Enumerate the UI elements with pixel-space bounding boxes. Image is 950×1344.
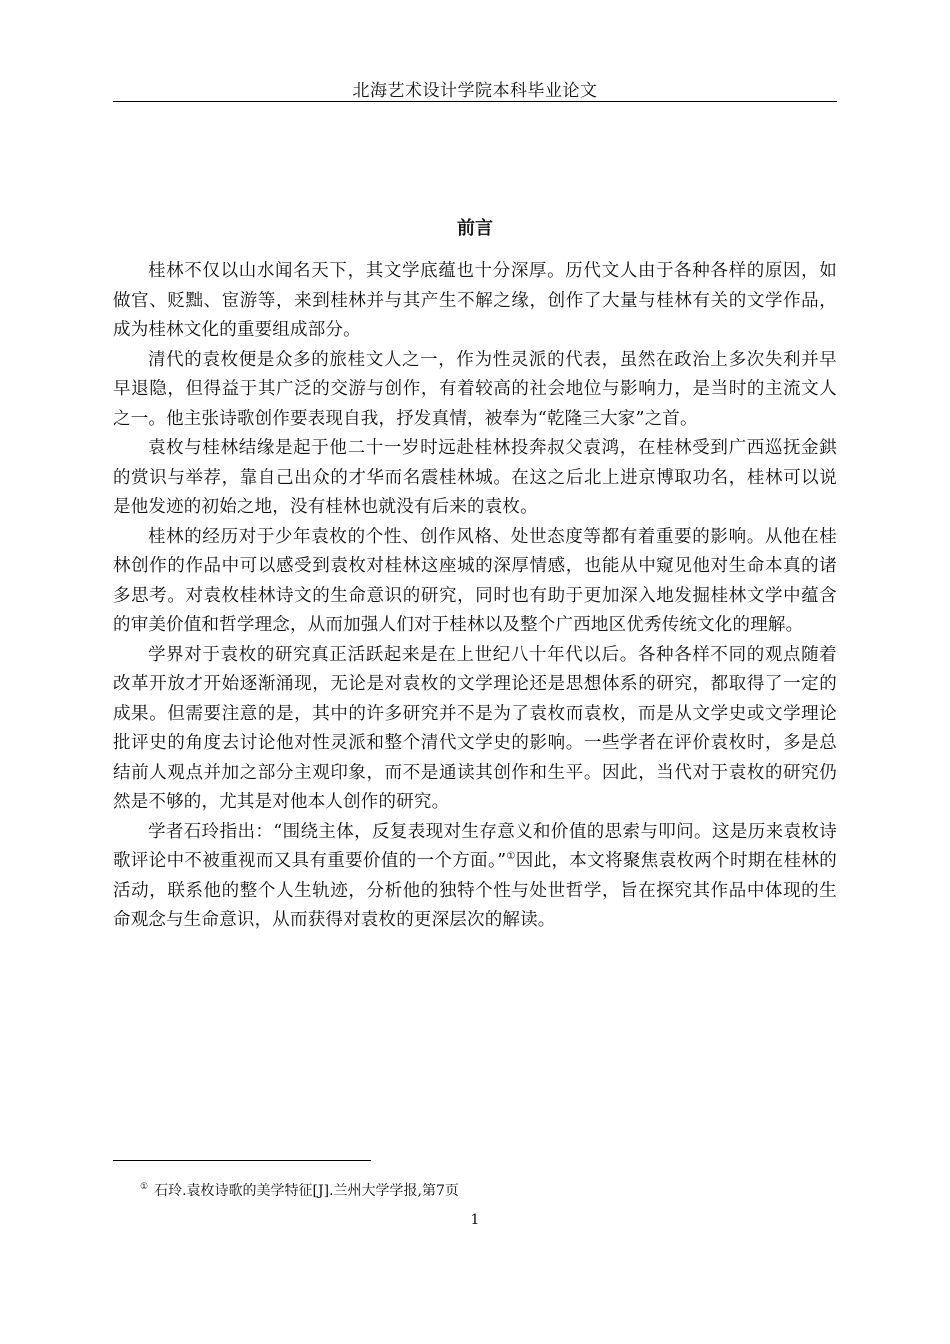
paragraph-continuation-text: 因此，本文将聚焦袁枚两个时期在桂林的活动，联系他的整个人生轨迹，分析他的独特个性与处世哲学，旨在探究其作品中体现的生命观念与生命意识，从而获得对袁枚的更深层次的解读。: [113, 851, 837, 930]
footnote-text: 石玲.袁枚诗歌的美学特征[J].兰州大学学报,第7页: [154, 1183, 459, 1199]
section-heading: 前言: [457, 218, 493, 239]
footnote-divider: [113, 1160, 371, 1161]
running-header-title: 北海艺术设计学院本科毕业论文: [352, 81, 598, 101]
footnote: [140, 1180, 459, 1200]
footnote-marker: ①: [140, 1182, 149, 1193]
header-divider: [113, 101, 837, 102]
footnote-reference-marker[interactable]: ①: [506, 851, 516, 863]
paragraph: 清代的袁枚便是众多的旅桂文人之一，作为性灵派的代表，虽然在政治上多次失利并早早退隐，但得益于其广泛的交游与创作，有着较高的社会地位与影响力，是当时的主流文人之一。他主张诗歌创作要表现自我，抒发真情，被奉为“乾隆三大家”之首。: [113, 349, 837, 429]
paragraph: 桂林的经历对于少年袁枚的个性、创作风格、处世态度等都有着重要的影响。从他在桂林创作的作品中可以感受到袁枚对桂林这座城的深厚情感，也能从中窥见他对生命本真的诸多思考。对袁枚桂林诗文的生命意识的研究，同时也有助于更加深入地发掘桂林文学中蕴含的审美价值和哲学理念，从而加强人们对于桂林以及整个广西地区优秀传统文化的理解。: [113, 526, 837, 635]
paragraph: 学界对于袁枚的研究真正活跃起来是在上世纪八十年代以后。各种各样不同的观点随着改革开放才开始逐渐涌现，无论是对袁枚的文学理论还是思想体系的研究，都取得了一定的成果。但需要注意的是，其中的许多研究并不是为了袁枚而袁枚，而是从文学史或文学理论批评史的角度去讨论他对性灵派和整个清代文学史的影响。一些学者在评价袁枚时，多是总结前人观点并加之部分主观印象，而不是通读其创作和生平。因此，当代对于袁枚的研究仍然是不够的，尤其是对他本人创作的研究。: [113, 644, 837, 812]
body-text: [113, 257, 837, 936]
citation-quote-text: 学者石玲指出：“围绕主体，反复表现对生存意义和价值的思索与叩问。这是历来袁枚诗歌评论中不被重视而又具有重要价值的一个方面。”: [113, 821, 837, 871]
page-number: 1: [470, 1212, 480, 1228]
paragraph: 袁枚与桂林结缘是起于他二十一岁时远赴桂林投奔叔父袁鸿，在桂林受到广西巡抚金鉷的赏识与举荐，靠自己出众的才华而名震桂林城。在这之后北上进京博取功名，桂林可以说是他发迹的初始之地，没有桂林也就没有后来的袁枚。: [113, 438, 837, 517]
paragraph: 桂林不仅以山水闻名天下，其文学底蕴也十分深厚。历代文人由于各种各样的原因，如做官、贬黜、宦游等，来到桂林并与其产生不解之缘，创作了大量与桂林有关的文学作品，成为桂林文化的重要组成部分。: [113, 261, 837, 340]
paragraph-with-citation: [113, 818, 837, 936]
